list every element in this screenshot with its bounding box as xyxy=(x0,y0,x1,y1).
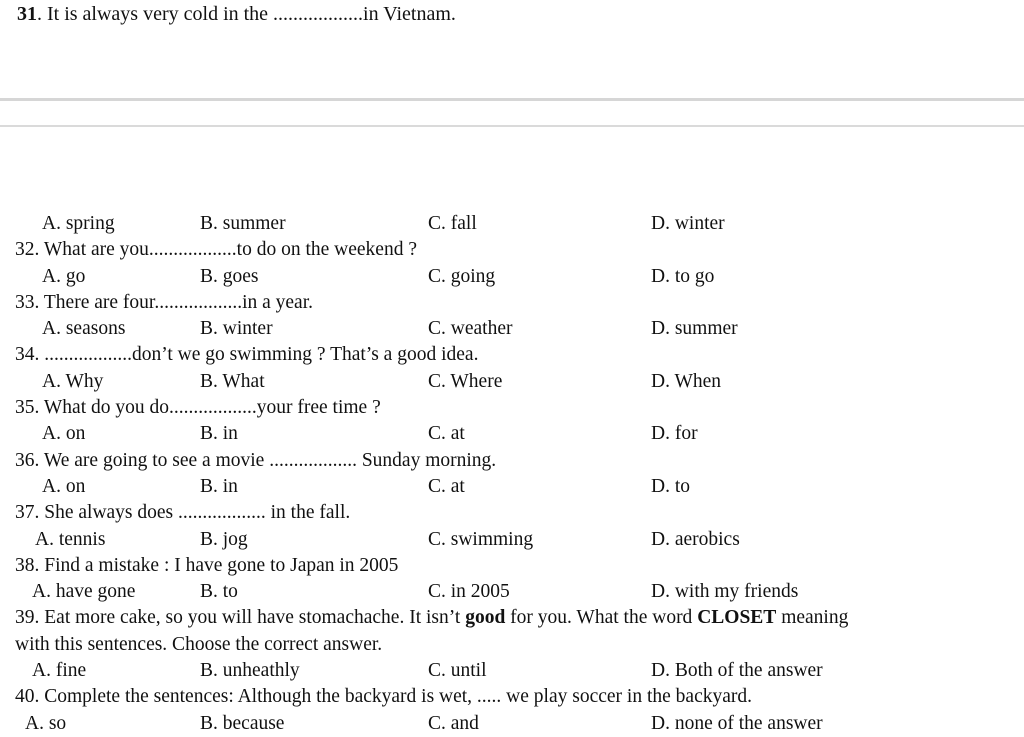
options-row-37 xyxy=(0,527,1024,553)
keyword-closet: CLOSET xyxy=(697,607,777,629)
option-c[interactable]: C. weather xyxy=(428,318,513,340)
option-c[interactable]: C. and xyxy=(428,712,479,734)
option-b[interactable]: B. winter xyxy=(200,318,273,340)
option-b[interactable]: B. jog xyxy=(200,528,248,550)
option-a[interactable]: A. so xyxy=(25,712,67,734)
option-a[interactable]: A. go xyxy=(42,265,86,287)
option-c[interactable]: C. going xyxy=(428,265,496,287)
option-a[interactable]: A. on xyxy=(42,475,86,497)
options-row-31 xyxy=(0,211,1024,237)
options-row-35 xyxy=(0,421,1024,447)
options-row-38 xyxy=(0,579,1024,605)
option-c[interactable]: C. at xyxy=(428,475,465,497)
option-b[interactable]: B. goes xyxy=(200,265,259,287)
question-40: 40. Complete the sentences: Although the backyard is wet, ..... we play soccer in the backyard. xyxy=(15,686,752,708)
options-row-32 xyxy=(0,264,1024,290)
option-c[interactable]: C. at xyxy=(428,423,465,445)
keyword-good: good xyxy=(465,607,506,629)
question-39-line2: with this sentences. Choose the correct answer. xyxy=(15,633,383,655)
options-row-33 xyxy=(0,316,1024,342)
option-a[interactable]: A. spring xyxy=(42,213,115,234)
option-d[interactable]: D. none of the answer xyxy=(651,712,823,734)
option-b[interactable]: B. unheathly xyxy=(200,660,300,682)
option-a[interactable]: A. on xyxy=(42,423,86,445)
question-37: 37. She always does .................. in the fall. xyxy=(15,502,351,524)
option-b[interactable]: B. in xyxy=(200,423,238,445)
option-d[interactable]: D. to xyxy=(651,475,690,497)
question-39-part: 39. Eat more cake, so you will have stomachache. It isn’t xyxy=(15,607,466,629)
option-d[interactable]: D. to go xyxy=(651,265,715,287)
option-a[interactable]: A. seasons xyxy=(42,318,126,340)
option-a[interactable]: A. Why xyxy=(42,370,104,392)
option-c[interactable]: C. until xyxy=(428,660,487,682)
question-38: 38. Find a mistake : I have gone to Japan in 2005 xyxy=(15,554,399,576)
question-32: 32. What are you..................to do on the weekend ? xyxy=(15,239,417,261)
option-d[interactable]: D. When xyxy=(651,370,722,392)
option-d[interactable]: D. for xyxy=(651,423,698,445)
option-c[interactable]: C. fall xyxy=(428,213,477,234)
question-34: 34. ..................don’t we go swimming ? That’s a good idea. xyxy=(15,344,479,366)
question-39-part: meaning xyxy=(776,607,849,629)
option-c[interactable]: C. Where xyxy=(428,370,503,392)
option-b[interactable]: B. summer xyxy=(200,213,286,234)
question-35: 35. What do you do..................your free time ? xyxy=(15,397,381,419)
option-d[interactable]: D. winter xyxy=(651,213,725,234)
options-row-39 xyxy=(0,658,1024,684)
option-d[interactable]: D. with my friends xyxy=(651,581,799,603)
question-33: 33. There are four..................in a year. xyxy=(15,291,314,313)
option-b[interactable]: B. in xyxy=(200,475,238,497)
option-c[interactable]: C. in 2005 xyxy=(428,581,510,603)
question-36: 36. We are going to see a movie .................. Sunday morning. xyxy=(15,449,497,471)
options-row-40 xyxy=(0,711,1024,737)
option-d[interactable]: D. aerobics xyxy=(651,528,740,550)
option-a[interactable]: A. tennis xyxy=(35,528,106,550)
option-b[interactable]: B. What xyxy=(200,370,265,392)
option-a[interactable]: A. have gone xyxy=(32,581,136,603)
question-31-number: 31 xyxy=(17,3,37,25)
option-a[interactable]: A. fine xyxy=(32,660,87,682)
options-row-36 xyxy=(0,474,1024,500)
question-39 xyxy=(0,605,1024,631)
option-d[interactable]: D. summer xyxy=(651,318,738,340)
option-b[interactable]: B. because xyxy=(200,712,285,734)
divider-band xyxy=(0,98,1024,101)
option-b[interactable]: B. to xyxy=(200,581,238,603)
question-39-part: for you. What the word xyxy=(505,607,698,629)
question-31 xyxy=(17,3,456,26)
question-sheet xyxy=(0,211,1024,737)
options-row-34 xyxy=(0,369,1024,395)
option-c[interactable]: C. swimming xyxy=(428,528,534,550)
divider-band xyxy=(0,125,1024,127)
option-d[interactable]: D. Both of the answer xyxy=(651,660,823,682)
question-31-text: . It is always very cold in the ..................in Vietnam. xyxy=(37,3,456,25)
